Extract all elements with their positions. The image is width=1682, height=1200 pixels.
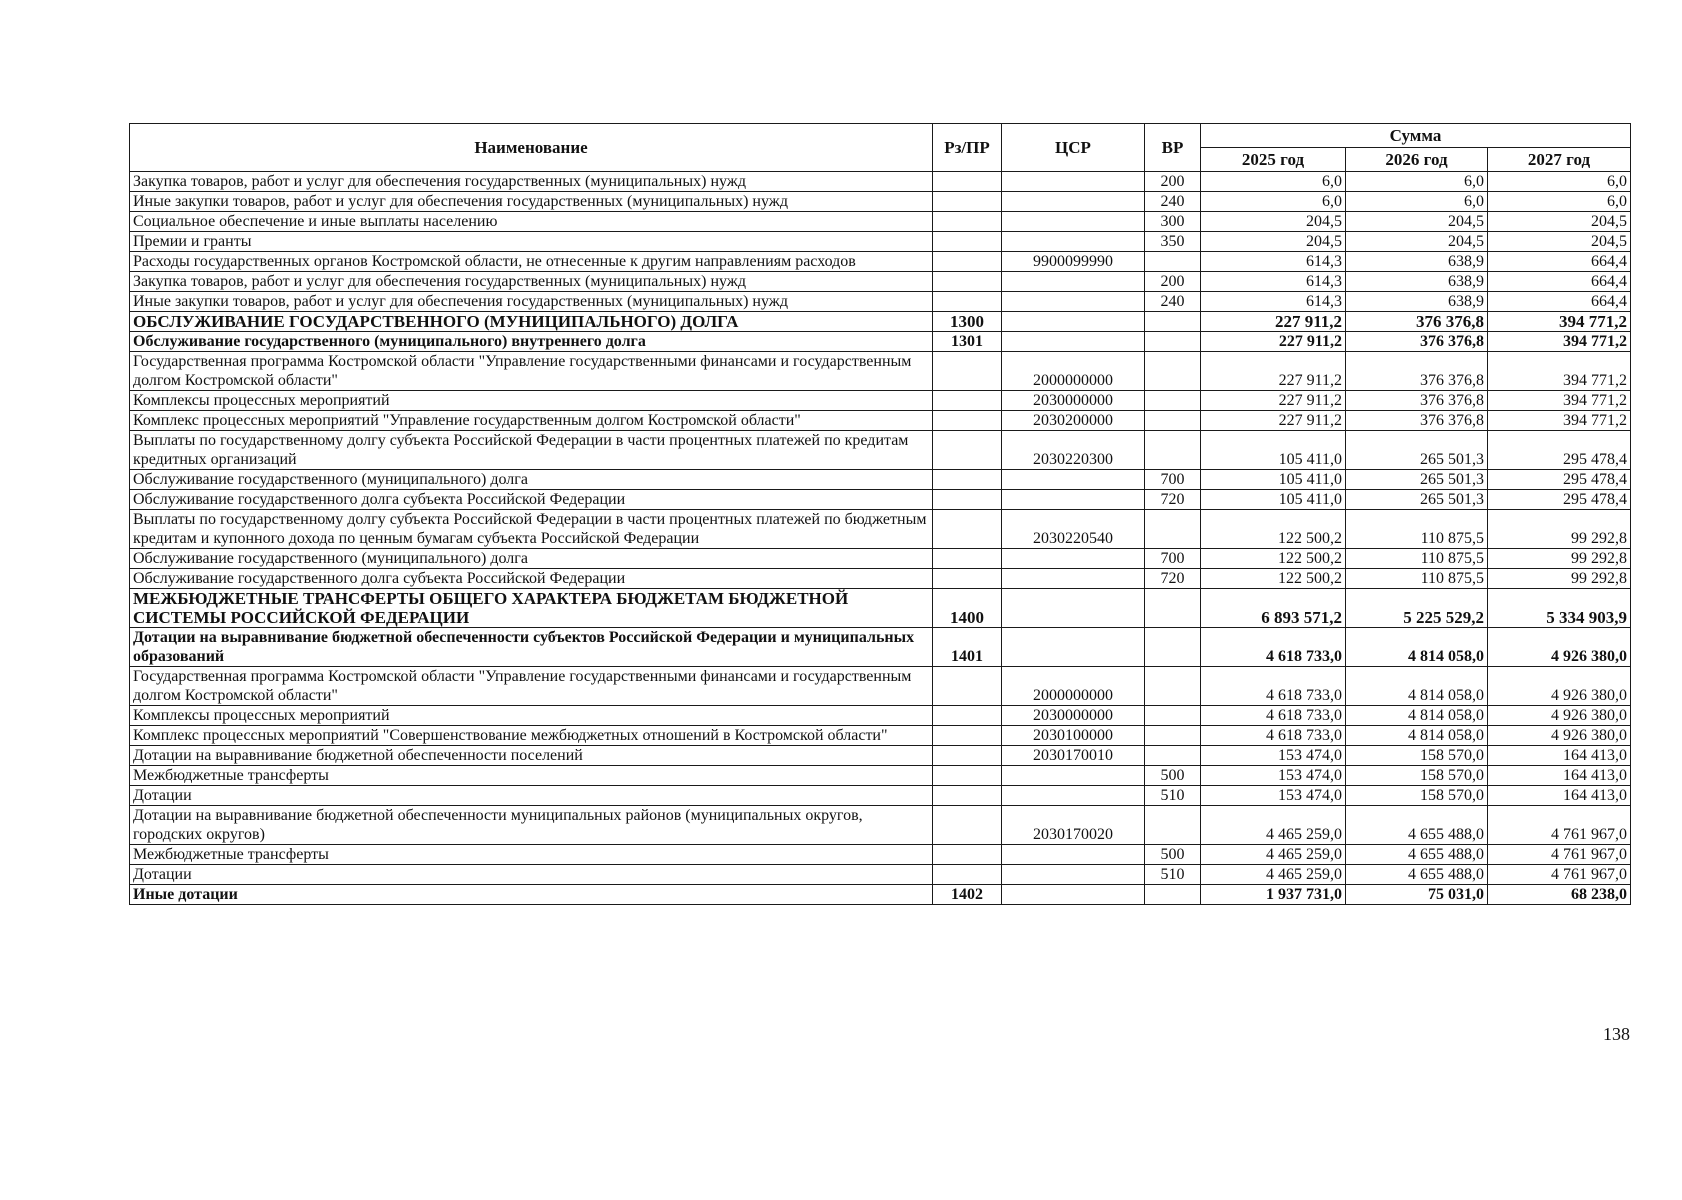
header-year-2027: 2027 год: [1488, 148, 1631, 172]
cell-2026: 265 501,3: [1346, 470, 1488, 490]
cell-vr: [1145, 746, 1201, 766]
cell-2025: 614,3: [1201, 272, 1346, 292]
cell-2027: 394 771,2: [1488, 332, 1631, 352]
cell-csr: 2000000000: [1002, 352, 1145, 391]
cell-name: Обслуживание государственного долга субъекта Российской Федерации: [130, 569, 933, 589]
cell-rzpr: [933, 212, 1002, 232]
cell-name: ОБСЛУЖИВАНИЕ ГОСУДАРСТВЕННОГО (МУНИЦИПАЛЬНОГО) ДОЛГА: [130, 312, 933, 332]
cell-2026: 4 655 488,0: [1346, 806, 1488, 845]
table-row: [130, 352, 1631, 391]
cell-2026: 158 570,0: [1346, 746, 1488, 766]
cell-2025: 105 411,0: [1201, 470, 1346, 490]
cell-vr: [1145, 885, 1201, 905]
table-row: [130, 569, 1631, 589]
cell-rzpr: [933, 845, 1002, 865]
cell-vr: 350: [1145, 232, 1201, 252]
cell-vr: [1145, 431, 1201, 470]
cell-csr: 2030220540: [1002, 510, 1145, 549]
cell-rzpr: [933, 411, 1002, 431]
cell-csr: 2030220300: [1002, 431, 1145, 470]
cell-csr: [1002, 589, 1145, 628]
cell-vr: [1145, 252, 1201, 272]
header-csr: ЦСР: [1002, 124, 1145, 172]
cell-rzpr: [933, 806, 1002, 845]
cell-2025: 122 500,2: [1201, 510, 1346, 549]
cell-2026: 5 225 529,2: [1346, 589, 1488, 628]
cell-name: Комплексы процессных мероприятий: [130, 391, 933, 411]
cell-rzpr: 1300: [933, 312, 1002, 332]
cell-2027: 99 292,8: [1488, 549, 1631, 569]
cell-2025: 4 618 733,0: [1201, 667, 1346, 706]
table-row: [130, 589, 1631, 628]
cell-2026: 4 814 058,0: [1346, 628, 1488, 667]
cell-csr: [1002, 845, 1145, 865]
cell-rzpr: 1400: [933, 589, 1002, 628]
cell-2026: 4 814 058,0: [1346, 706, 1488, 726]
table-row: [130, 549, 1631, 569]
cell-2025: 122 500,2: [1201, 549, 1346, 569]
cell-2025: 614,3: [1201, 292, 1346, 312]
table-row: [130, 628, 1631, 667]
table-row: [130, 726, 1631, 746]
cell-2027: 204,5: [1488, 212, 1631, 232]
cell-csr: 9900099990: [1002, 252, 1145, 272]
cell-csr: 2030170020: [1002, 806, 1145, 845]
table-row: [130, 332, 1631, 352]
budget-table: [129, 123, 1631, 905]
cell-name: Государственная программа Костромской области "Управление государственными финансами и государственным долгом Костромской области": [130, 667, 933, 706]
cell-vr: [1145, 628, 1201, 667]
cell-2027: 68 238,0: [1488, 885, 1631, 905]
table-row: [130, 510, 1631, 549]
cell-vr: [1145, 411, 1201, 431]
cell-csr: 2030000000: [1002, 706, 1145, 726]
table-header: [130, 124, 1631, 172]
table-row: [130, 232, 1631, 252]
table-row: [130, 212, 1631, 232]
cell-rzpr: [933, 667, 1002, 706]
cell-name: Дотации: [130, 865, 933, 885]
cell-2025: 4 618 733,0: [1201, 706, 1346, 726]
cell-2025: 122 500,2: [1201, 569, 1346, 589]
cell-vr: 240: [1145, 192, 1201, 212]
cell-csr: [1002, 332, 1145, 352]
cell-2027: 295 478,4: [1488, 470, 1631, 490]
cell-vr: [1145, 806, 1201, 845]
cell-2025: 6,0: [1201, 172, 1346, 192]
cell-name: Комплексы процессных мероприятий: [130, 706, 933, 726]
cell-2026: 75 031,0: [1346, 885, 1488, 905]
cell-name: Дотации на выравнивание бюджетной обеспеченности муниципальных районов (муниципальных округов, городских округов): [130, 806, 933, 845]
cell-vr: 200: [1145, 172, 1201, 192]
cell-vr: 500: [1145, 766, 1201, 786]
cell-name: Закупка товаров, работ и услуг для обеспечения государственных (муниципальных) нужд: [130, 272, 933, 292]
cell-2025: 204,5: [1201, 212, 1346, 232]
cell-csr: [1002, 212, 1145, 232]
cell-2025: 4 618 733,0: [1201, 726, 1346, 746]
cell-name: Межбюджетные трансферты: [130, 766, 933, 786]
cell-2027: 4 926 380,0: [1488, 726, 1631, 746]
header-year-2026: 2026 год: [1346, 148, 1488, 172]
cell-vr: [1145, 352, 1201, 391]
cell-csr: [1002, 470, 1145, 490]
cell-csr: [1002, 549, 1145, 569]
cell-2027: 204,5: [1488, 232, 1631, 252]
cell-2026: 638,9: [1346, 292, 1488, 312]
cell-csr: [1002, 272, 1145, 292]
table-row: [130, 172, 1631, 192]
cell-2027: 6,0: [1488, 192, 1631, 212]
cell-rzpr: [933, 352, 1002, 391]
cell-csr: [1002, 628, 1145, 667]
cell-2025: 1 937 731,0: [1201, 885, 1346, 905]
cell-rzpr: [933, 292, 1002, 312]
table-row: [130, 411, 1631, 431]
cell-2027: 394 771,2: [1488, 411, 1631, 431]
cell-rzpr: [933, 766, 1002, 786]
cell-vr: [1145, 312, 1201, 332]
cell-rzpr: [933, 272, 1002, 292]
cell-2027: 4 926 380,0: [1488, 628, 1631, 667]
cell-2027: 394 771,2: [1488, 312, 1631, 332]
cell-2027: 394 771,2: [1488, 352, 1631, 391]
cell-2025: 153 474,0: [1201, 746, 1346, 766]
cell-2026: 110 875,5: [1346, 549, 1488, 569]
cell-rzpr: 1402: [933, 885, 1002, 905]
cell-csr: [1002, 192, 1145, 212]
cell-2025: 105 411,0: [1201, 490, 1346, 510]
table-row: [130, 391, 1631, 411]
table-row: [130, 845, 1631, 865]
cell-2026: 6,0: [1346, 192, 1488, 212]
cell-csr: [1002, 865, 1145, 885]
cell-csr: [1002, 232, 1145, 252]
cell-name: Обслуживание государственного (муниципального) долга: [130, 470, 933, 490]
table-row: [130, 192, 1631, 212]
cell-2026: 4 814 058,0: [1346, 726, 1488, 746]
header-year-2025: 2025 год: [1201, 148, 1346, 172]
cell-vr: [1145, 510, 1201, 549]
cell-2027: 4 761 967,0: [1488, 806, 1631, 845]
cell-csr: [1002, 490, 1145, 510]
header-name: Наименование: [130, 124, 933, 172]
cell-csr: 2030170010: [1002, 746, 1145, 766]
cell-csr: 2030000000: [1002, 391, 1145, 411]
cell-name: Закупка товаров, работ и услуг для обеспечения государственных (муниципальных) нужд: [130, 172, 933, 192]
cell-2027: 5 334 903,9: [1488, 589, 1631, 628]
cell-name: Выплаты по государственному долгу субъекта Российской Федерации в части процентных платежей по кредитам кредитных организаций: [130, 431, 933, 470]
cell-2025: 4 465 259,0: [1201, 845, 1346, 865]
cell-csr: [1002, 569, 1145, 589]
cell-vr: 500: [1145, 845, 1201, 865]
header-rzpr: Рз/ПР: [933, 124, 1002, 172]
cell-vr: [1145, 726, 1201, 746]
cell-vr: 240: [1145, 292, 1201, 312]
table-row: [130, 786, 1631, 806]
cell-2027: 164 413,0: [1488, 786, 1631, 806]
page-number: 138: [1603, 1024, 1630, 1044]
cell-csr: [1002, 885, 1145, 905]
cell-2026: 158 570,0: [1346, 766, 1488, 786]
table-row: [130, 885, 1631, 905]
cell-2027: 664,4: [1488, 292, 1631, 312]
cell-name: Расходы государственных органов Костромской области, не отнесенные к другим направлениям расходов: [130, 252, 933, 272]
cell-rzpr: [933, 232, 1002, 252]
cell-name: Обслуживание государственного (муниципального) внутреннего долга: [130, 332, 933, 352]
cell-2027: 6,0: [1488, 172, 1631, 192]
cell-2025: 227 911,2: [1201, 332, 1346, 352]
cell-2025: 4 618 733,0: [1201, 628, 1346, 667]
cell-rzpr: [933, 706, 1002, 726]
cell-rzpr: 1301: [933, 332, 1002, 352]
cell-name: Иные дотации: [130, 885, 933, 905]
cell-rzpr: [933, 746, 1002, 766]
cell-2025: 204,5: [1201, 232, 1346, 252]
cell-name: Социальное обеспечение и иные выплаты населению: [130, 212, 933, 232]
cell-rzpr: [933, 865, 1002, 885]
cell-rzpr: [933, 172, 1002, 192]
table-row: [130, 272, 1631, 292]
cell-2026: 376 376,8: [1346, 391, 1488, 411]
cell-csr: [1002, 292, 1145, 312]
cell-2027: 4 926 380,0: [1488, 667, 1631, 706]
cell-2025: 6,0: [1201, 192, 1346, 212]
table-row: [130, 746, 1631, 766]
cell-vr: 720: [1145, 490, 1201, 510]
header-sum: Сумма: [1201, 124, 1631, 148]
cell-2027: 394 771,2: [1488, 391, 1631, 411]
cell-name: Премии и гранты: [130, 232, 933, 252]
cell-2027: 295 478,4: [1488, 490, 1631, 510]
cell-csr: [1002, 312, 1145, 332]
cell-2026: 110 875,5: [1346, 510, 1488, 549]
cell-2027: 99 292,8: [1488, 510, 1631, 549]
cell-2026: 4 655 488,0: [1346, 865, 1488, 885]
cell-2027: 664,4: [1488, 272, 1631, 292]
cell-2026: 376 376,8: [1346, 411, 1488, 431]
cell-vr: [1145, 391, 1201, 411]
cell-2026: 204,5: [1346, 212, 1488, 232]
cell-name: Комплекс процессных мероприятий "Совершенствование межбюджетных отношений в Костромской области": [130, 726, 933, 746]
cell-rzpr: [933, 391, 1002, 411]
cell-vr: 720: [1145, 569, 1201, 589]
cell-rzpr: [933, 569, 1002, 589]
cell-2026: 110 875,5: [1346, 569, 1488, 589]
cell-name: Комплекс процессных мероприятий "Управление государственным долгом Костромской области": [130, 411, 933, 431]
cell-2026: 376 376,8: [1346, 332, 1488, 352]
cell-rzpr: [933, 490, 1002, 510]
cell-2027: 664,4: [1488, 252, 1631, 272]
cell-2027: 164 413,0: [1488, 766, 1631, 786]
cell-csr: 2030200000: [1002, 411, 1145, 431]
cell-rzpr: 1401: [933, 628, 1002, 667]
cell-2025: 227 911,2: [1201, 391, 1346, 411]
table-row: [130, 292, 1631, 312]
table-row: [130, 470, 1631, 490]
cell-2025: 227 911,2: [1201, 352, 1346, 391]
table-row: [130, 667, 1631, 706]
table-row: [130, 431, 1631, 470]
cell-name: Обслуживание государственного долга субъекта Российской Федерации: [130, 490, 933, 510]
cell-2025: 153 474,0: [1201, 766, 1346, 786]
cell-name: Иные закупки товаров, работ и услуг для обеспечения государственных (муниципальных) нужд: [130, 192, 933, 212]
cell-2026: 204,5: [1346, 232, 1488, 252]
cell-2025: 227 911,2: [1201, 312, 1346, 332]
cell-2027: 164 413,0: [1488, 746, 1631, 766]
cell-2025: 227 911,2: [1201, 411, 1346, 431]
cell-rzpr: [933, 431, 1002, 470]
cell-2027: 99 292,8: [1488, 569, 1631, 589]
cell-rzpr: [933, 192, 1002, 212]
cell-2026: 638,9: [1346, 252, 1488, 272]
cell-name: Иные закупки товаров, работ и услуг для обеспечения государственных (муниципальных) нужд: [130, 292, 933, 312]
table-row: [130, 252, 1631, 272]
cell-2026: 4 655 488,0: [1346, 845, 1488, 865]
cell-rzpr: [933, 510, 1002, 549]
table-row: [130, 766, 1631, 786]
cell-rzpr: [933, 726, 1002, 746]
cell-vr: 700: [1145, 549, 1201, 569]
cell-2026: 265 501,3: [1346, 431, 1488, 470]
cell-csr: 2000000000: [1002, 667, 1145, 706]
cell-2026: 4 814 058,0: [1346, 667, 1488, 706]
cell-vr: 700: [1145, 470, 1201, 490]
cell-vr: [1145, 332, 1201, 352]
cell-csr: 2030100000: [1002, 726, 1145, 746]
cell-name: Выплаты по государственному долгу субъекта Российской Федерации в части процентных платежей по бюджетным кредитам и купонного дохода по ценным бумагам субъекта Российской Федерации: [130, 510, 933, 549]
cell-2026: 158 570,0: [1346, 786, 1488, 806]
cell-vr: 510: [1145, 786, 1201, 806]
cell-vr: 300: [1145, 212, 1201, 232]
cell-vr: [1145, 706, 1201, 726]
cell-vr: [1145, 667, 1201, 706]
cell-name: Дотации: [130, 786, 933, 806]
cell-2025: 153 474,0: [1201, 786, 1346, 806]
cell-rzpr: [933, 252, 1002, 272]
cell-2026: 6,0: [1346, 172, 1488, 192]
table-row: [130, 706, 1631, 726]
cell-csr: [1002, 766, 1145, 786]
cell-2025: 6 893 571,2: [1201, 589, 1346, 628]
cell-2027: 295 478,4: [1488, 431, 1631, 470]
table-row: [130, 312, 1631, 332]
cell-2026: 376 376,8: [1346, 312, 1488, 332]
table-row: [130, 806, 1631, 845]
cell-name: Обслуживание государственного (муниципального) долга: [130, 549, 933, 569]
cell-2025: 105 411,0: [1201, 431, 1346, 470]
cell-2025: 4 465 259,0: [1201, 865, 1346, 885]
header-vr: ВР: [1145, 124, 1201, 172]
cell-2027: 4 761 967,0: [1488, 845, 1631, 865]
cell-rzpr: [933, 549, 1002, 569]
table-body: [130, 172, 1631, 905]
cell-2026: 265 501,3: [1346, 490, 1488, 510]
cell-csr: [1002, 172, 1145, 192]
cell-2026: 376 376,8: [1346, 352, 1488, 391]
cell-name: Государственная программа Костромской области "Управление государственными финансами и государственным долгом Костромской области": [130, 352, 933, 391]
cell-2025: 614,3: [1201, 252, 1346, 272]
table-row: [130, 490, 1631, 510]
cell-rzpr: [933, 786, 1002, 806]
cell-2026: 638,9: [1346, 272, 1488, 292]
cell-csr: [1002, 786, 1145, 806]
cell-name: Дотации на выравнивание бюджетной обеспеченности поселений: [130, 746, 933, 766]
cell-vr: 510: [1145, 865, 1201, 885]
cell-rzpr: [933, 470, 1002, 490]
cell-name: Дотации на выравнивание бюджетной обеспеченности субъектов Российской Федерации и муниципальных образований: [130, 628, 933, 667]
cell-2027: 4 926 380,0: [1488, 706, 1631, 726]
cell-vr: 200: [1145, 272, 1201, 292]
cell-2027: 4 761 967,0: [1488, 865, 1631, 885]
cell-2025: 4 465 259,0: [1201, 806, 1346, 845]
cell-vr: [1145, 589, 1201, 628]
cell-name: Межбюджетные трансферты: [130, 845, 933, 865]
cell-name: МЕЖБЮДЖЕТНЫЕ ТРАНСФЕРТЫ ОБЩЕГО ХАРАКТЕРА БЮДЖЕТАМ БЮДЖЕТНОЙ СИСТЕМЫ РОССИЙСКОЙ ФЕДЕРАЦИИ: [130, 589, 933, 628]
table-row: [130, 865, 1631, 885]
